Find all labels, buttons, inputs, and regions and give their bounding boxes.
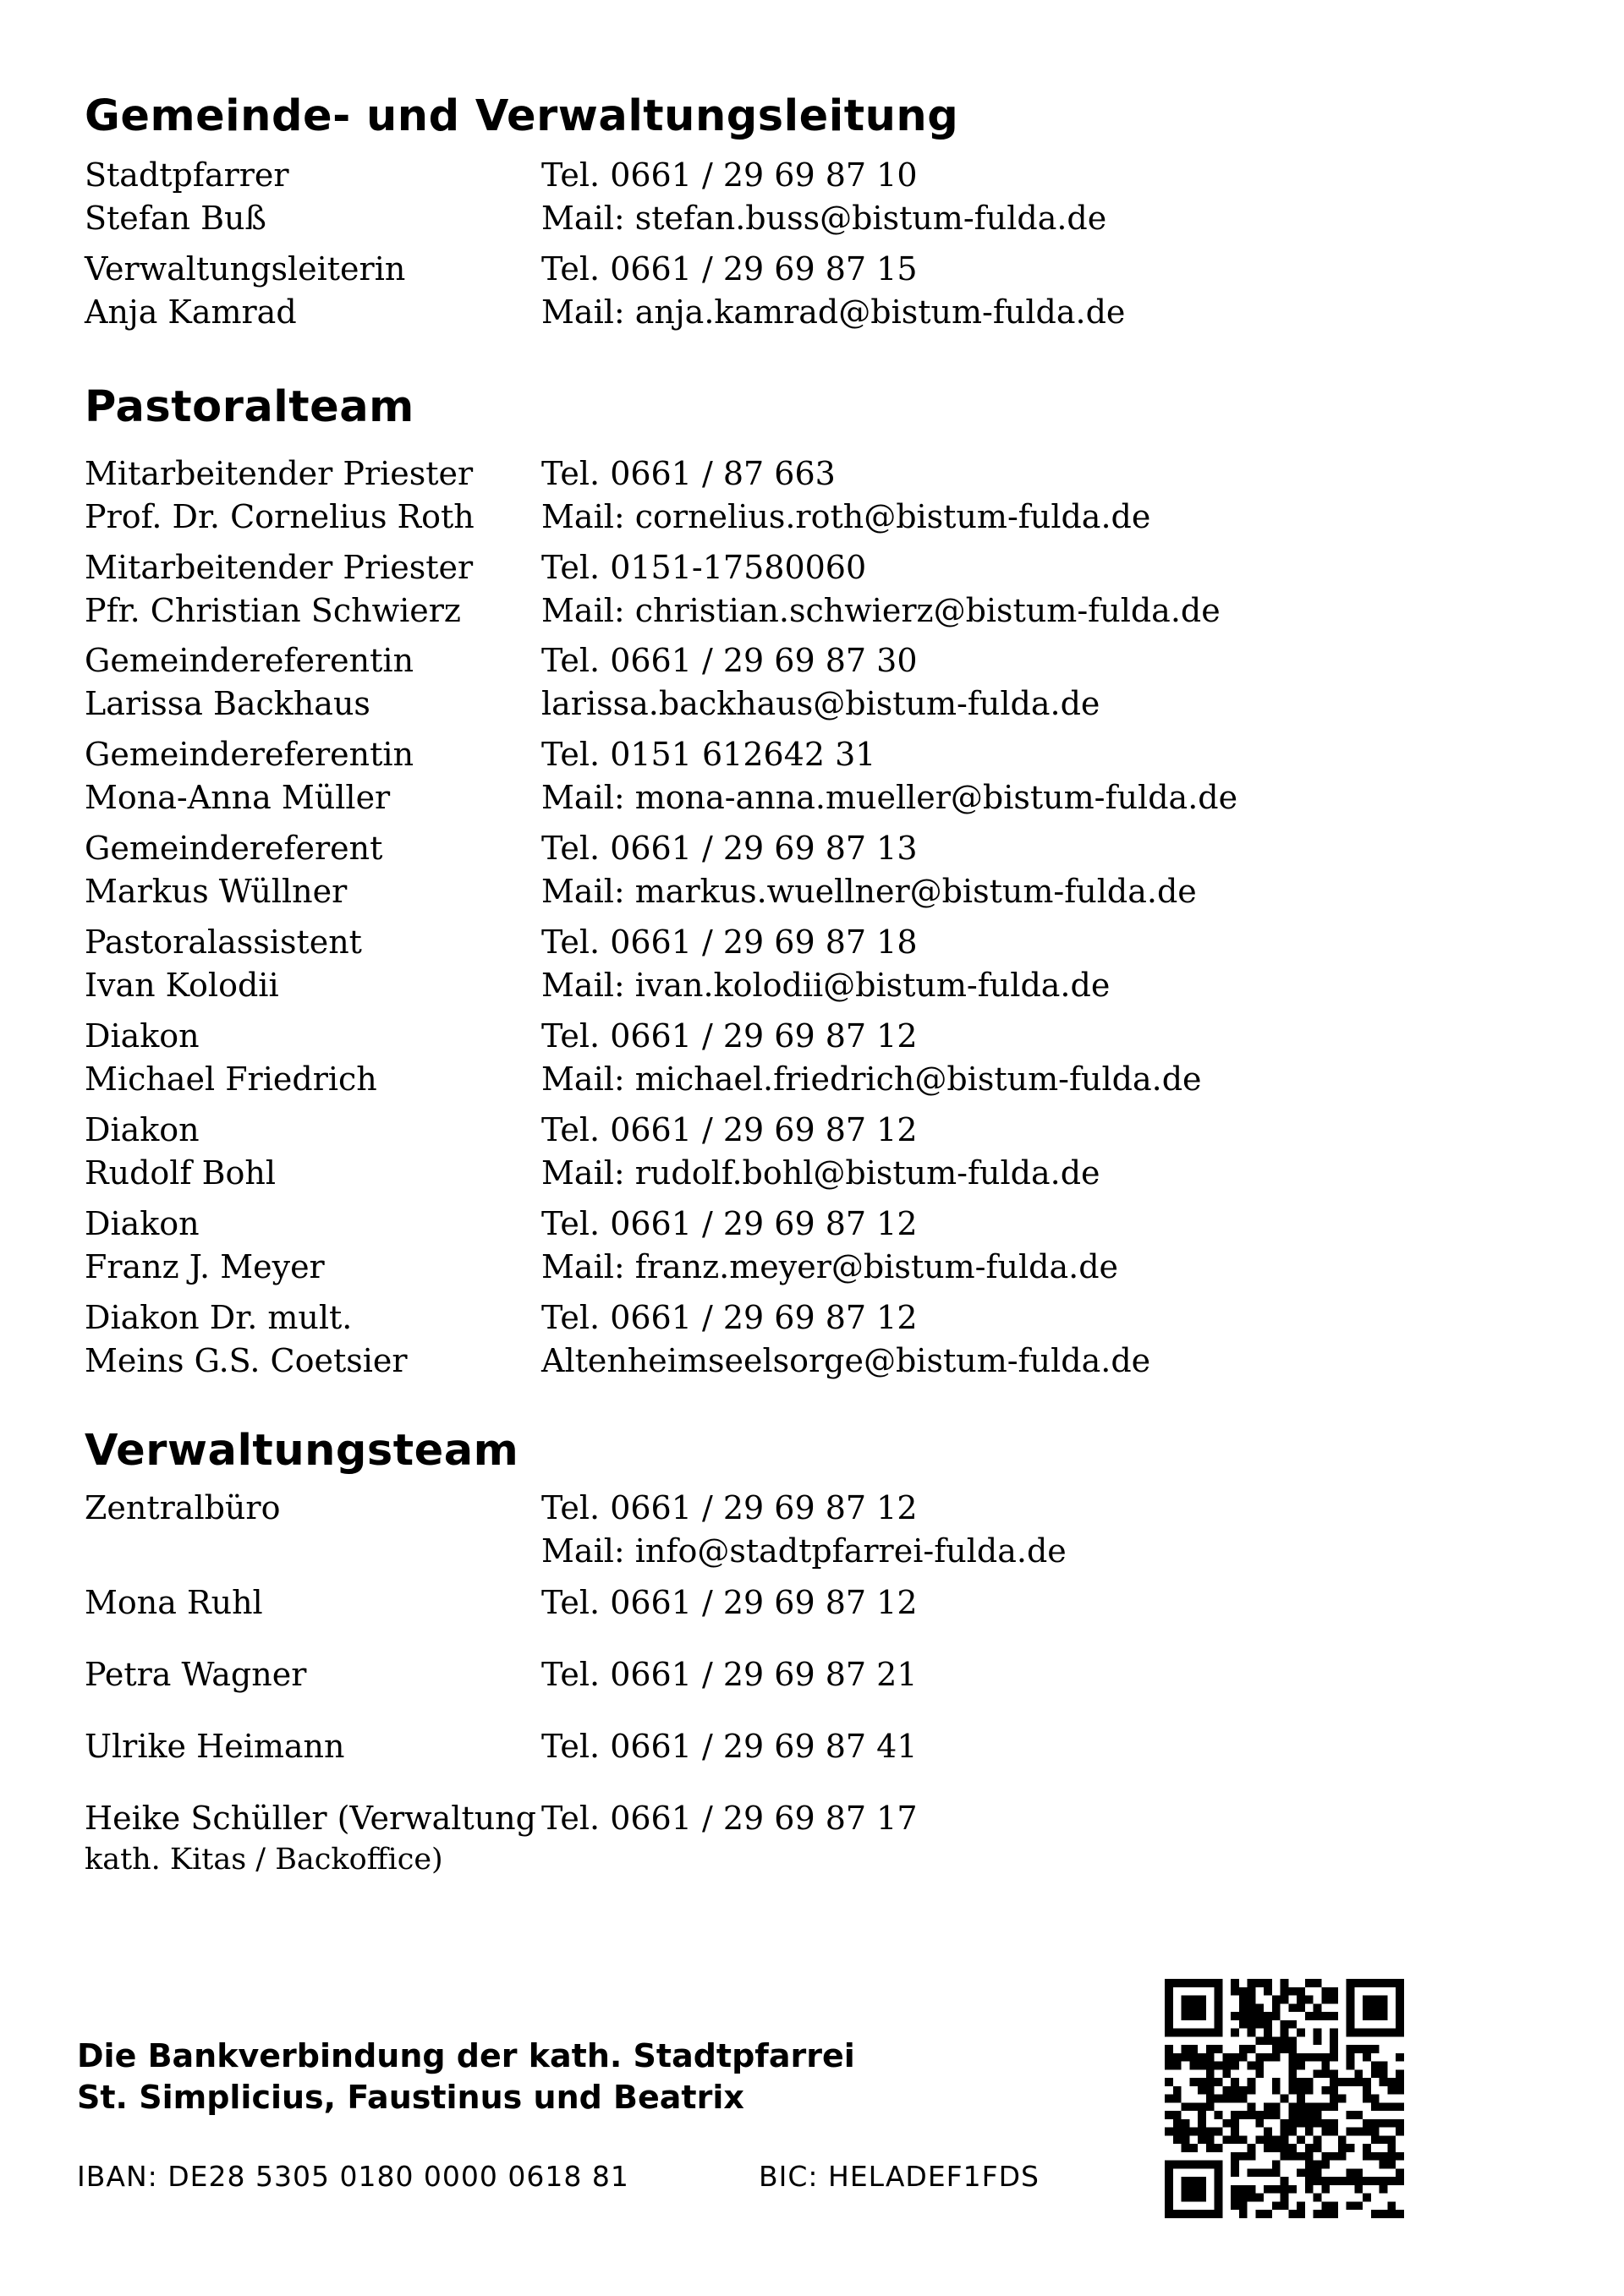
contact-role: kath. Kitas / Backoffice) bbox=[85, 1843, 443, 1877]
contact-name: Ivan Kolodii bbox=[85, 967, 279, 1004]
contact-role: Zentralbüro bbox=[85, 1489, 281, 1526]
contact-phone: Tel. 0661 / 29 69 87 17 bbox=[541, 1800, 918, 1837]
contact-role: Diakon bbox=[85, 1017, 200, 1055]
contact-phone: Tel. 0661 / 29 69 87 12 bbox=[541, 1111, 918, 1148]
contact-name: Stefan Buß bbox=[85, 200, 266, 237]
contact-role: Pastoralassistent bbox=[85, 923, 362, 961]
contact-mail[interactable]: Mail: cornelius.roth@bistum-fulda.de bbox=[541, 498, 1151, 535]
iban-text: IBAN: DE28 5305 0180 0000 0618 81 bbox=[77, 2160, 629, 2193]
contact-name: Mona-Anna Müller bbox=[85, 779, 391, 816]
contact-phone: Tel. 0661 / 29 69 87 12 bbox=[541, 1584, 918, 1621]
contact-role: Mitarbeitender Priester bbox=[85, 455, 474, 492]
contact-phone: Tel. 0661 / 29 69 87 18 bbox=[541, 923, 918, 961]
contact-mail[interactable]: larissa.backhaus@bistum-fulda.de bbox=[541, 685, 1100, 722]
section-title-verwaltungsteam: Verwaltungsteam bbox=[85, 1426, 519, 1476]
section-title-pastoralteam: Pastoralteam bbox=[85, 382, 414, 432]
contact-phone: Tel. 0661 / 29 69 87 41 bbox=[541, 1728, 918, 1765]
bank-heading-line1: Die Bankverbindung der kath. Stadtpfarrei bbox=[77, 2037, 855, 2074]
contact-role: Stadtpfarrer bbox=[85, 156, 289, 194]
qr-code-icon[interactable] bbox=[1165, 1979, 1404, 2218]
contact-phone: Tel. 0661 / 29 69 87 12 bbox=[541, 1205, 918, 1242]
contact-name: Mona Ruhl bbox=[85, 1584, 263, 1621]
contact-name: Meins G.S. Coetsier bbox=[85, 1342, 408, 1379]
contact-name: Prof. Dr. Cornelius Roth bbox=[85, 498, 475, 535]
contact-mail[interactable]: Mail: info@stadtpfarrei-fulda.de bbox=[541, 1532, 1067, 1570]
contact-phone: Tel. 0151 612642 31 bbox=[541, 736, 876, 773]
contact-name: Markus Wüllner bbox=[85, 873, 348, 910]
contact-mail[interactable]: Mail: ivan.kolodii@bistum-fulda.de bbox=[541, 967, 1111, 1004]
contact-mail[interactable]: Mail: rudolf.bohl@bistum-fulda.de bbox=[541, 1154, 1100, 1192]
contact-role: Gemeindereferentin bbox=[85, 642, 414, 679]
contact-phone: Tel. 0661 / 87 663 bbox=[541, 455, 836, 492]
contact-mail[interactable]: Mail: michael.friedrich@bistum-fulda.de bbox=[541, 1060, 1202, 1098]
contact-name: Heike Schüller (Verwaltung bbox=[85, 1800, 536, 1837]
contact-mail[interactable]: Mail: franz.meyer@bistum-fulda.de bbox=[541, 1248, 1119, 1285]
contact-phone: Tel. 0661 / 29 69 87 10 bbox=[541, 156, 918, 194]
contact-mail[interactable]: Mail: mona-anna.mueller@bistum-fulda.de bbox=[541, 779, 1238, 816]
contact-role: Mitarbeitender Priester bbox=[85, 549, 474, 586]
contact-name: Larissa Backhaus bbox=[85, 685, 370, 722]
contact-phone: Tel. 0661 / 29 69 87 12 bbox=[541, 1489, 918, 1526]
contact-role: Gemeindereferentin bbox=[85, 736, 414, 773]
contact-role: Verwaltungsleiterin bbox=[85, 250, 406, 288]
contact-name: Pfr. Christian Schwierz bbox=[85, 592, 461, 629]
contact-mail[interactable]: Mail: christian.schwierz@bistum-fulda.de bbox=[541, 592, 1221, 629]
contact-role: Diakon Dr. mult. bbox=[85, 1299, 353, 1336]
contact-phone: Tel. 0661 / 29 69 87 12 bbox=[541, 1299, 918, 1336]
contact-phone: Tel. 0661 / 29 69 87 13 bbox=[541, 830, 918, 867]
contact-phone: Tel. 0661 / 29 69 87 30 bbox=[541, 642, 918, 679]
contact-name: Rudolf Bohl bbox=[85, 1154, 277, 1192]
contact-mail[interactable]: Mail: anja.kamrad@bistum-fulda.de bbox=[541, 293, 1126, 331]
contact-phone: Tel. 0661 / 29 69 87 12 bbox=[541, 1017, 918, 1055]
contact-role: Diakon bbox=[85, 1205, 200, 1242]
contact-mail[interactable]: Altenheimseelsorge@bistum-fulda.de bbox=[541, 1342, 1151, 1379]
bic-text: BIC: HELADEF1FDS bbox=[759, 2160, 1040, 2193]
section-title-leitung: Gemeinde- und Verwaltungsleitung bbox=[85, 91, 959, 141]
contact-phone: Tel. 0151-17580060 bbox=[541, 549, 867, 586]
contact-name: Michael Friedrich bbox=[85, 1060, 377, 1098]
contact-name: Petra Wagner bbox=[85, 1656, 307, 1693]
contact-mail[interactable]: Mail: stefan.buss@bistum-fulda.de bbox=[541, 200, 1107, 237]
contact-name: Ulrike Heimann bbox=[85, 1728, 345, 1765]
contact-phone: Tel. 0661 / 29 69 87 21 bbox=[541, 1656, 918, 1693]
contact-mail[interactable]: Mail: markus.wuellner@bistum-fulda.de bbox=[541, 873, 1197, 910]
bank-heading-line2: St. Simplicius, Faustinus und Beatrix bbox=[77, 2079, 744, 2116]
contact-phone: Tel. 0661 / 29 69 87 15 bbox=[541, 250, 918, 288]
contact-role: Gemeindereferent bbox=[85, 830, 383, 867]
contact-role: Diakon bbox=[85, 1111, 200, 1148]
contact-name: Franz J. Meyer bbox=[85, 1248, 325, 1285]
contact-name: Anja Kamrad bbox=[85, 293, 297, 331]
